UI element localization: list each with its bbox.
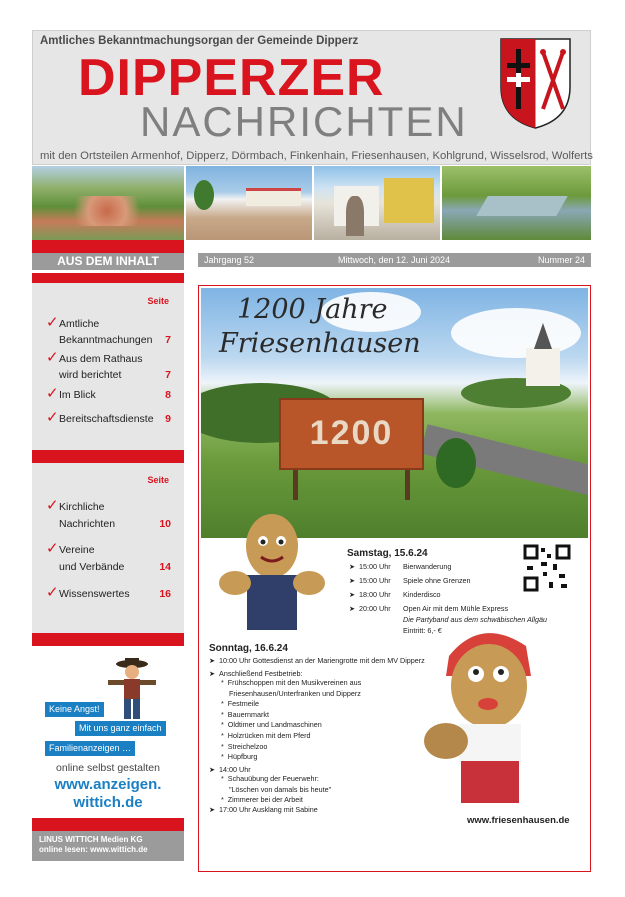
schedule-text: Spiele ohne Grenzen [403,576,471,585]
toc-page: 14 [159,561,171,573]
seite-label: Seite [147,296,169,306]
toc-label-2: wird berichtet [59,369,122,381]
qr-code-icon [523,544,571,592]
issue-date: Mittwoch, den 12. Juni 2024 [338,255,451,265]
photo-village-aerial [32,166,184,240]
sidebar-heading: AUS DEM INHALT [32,253,184,270]
feuerwehr-list: * Schauübung der Feuerwehr: "Löschen von damals bis heute" * Zimmerer bei der Arbeit [221,774,332,805]
ad-chip-3: Familienanzeigen … [45,741,135,756]
toc-page: 7 [165,369,171,381]
ad-text: online selbst gestalten [56,762,160,774]
schedule-row: ➤ 15:00 Uhr [349,576,391,585]
checkmark-icon: ✓ [46,497,59,514]
checkmark-icon: ✓ [46,385,59,402]
issue-jahrgang: Jahrgang 52 [204,255,255,265]
schedule-note: Die Partyband aus dem schwäbischen Allgäu [403,615,547,624]
sunday-line: ➤ 17:00 Uhr Ausklang mit Sabine [209,805,318,814]
toc-page: 16 [159,588,171,600]
ad-url-1[interactable]: www.anzeigen. [54,776,162,793]
ad-url-2[interactable]: wittich.de [73,794,143,811]
event-poster [198,285,591,872]
toc-label-2: und Verbände [59,561,125,573]
photo-fountain [314,166,440,240]
straw-doll-2-icon [421,616,551,806]
red-divider [32,633,184,646]
sunday-line: ➤ Anschließend Festbetrieb: [209,669,303,678]
poster-title-2: Friesenhausen [219,328,421,359]
schedule-row: ➤ 18:00 Uhr [349,590,391,599]
festbetrieb-list: * Frühschoppen mit den Musikvereinen aus Friesenhausen/Unterfranken und Dipperz * Festmeile * Bauernmarkt * Oldtimer und Landmaschinen * Holzrücken mit dem Pferd * Streichelzoo * Hüpfburg [221,678,362,762]
sunday-line: ➤ 14:00 Uhr [209,765,251,774]
title-nachrichten: NACHRICHTEN [140,98,468,145]
sign-number: 1200 [309,414,394,452]
publisher-name: LINUS WITTICH Medien KG [39,835,143,844]
toc-page: 10 [159,518,171,530]
toc-label-2: Nachrichten [59,518,116,530]
issue-number: Nummer 24 [537,255,585,265]
poster-website[interactable]: www.friesenhausen.de [467,815,570,826]
schedule-row: ➤ 20:00 Uhr [349,604,391,613]
church-icon [526,348,560,386]
toc-label-2: Bekanntmachungen [59,334,153,346]
schedule-price: Eintritt: 6,- € [403,626,442,635]
toc-label: Vereine [59,544,95,556]
photo-plaza [186,166,312,240]
poster-title-1: 1200 Jahre [237,294,388,325]
schedule-text: Kinderdisco [403,590,441,599]
sunday-heading: Sonntag, 16.6.24 [209,643,288,654]
toc-box-1 [32,283,184,450]
toc-item[interactable] [46,387,171,403]
red-divider [32,450,184,463]
toc-page: 7 [165,334,171,346]
poster-photo [201,288,588,538]
toc-label: Amtliche [59,318,100,330]
checkmark-icon: ✓ [46,584,59,601]
sign-1200 [279,398,424,470]
schedule-row: ➤ 15:00 Uhr [349,562,391,571]
toc-item[interactable] [46,586,171,602]
toc-label: Bereitschaftsdienste [59,413,154,425]
publisher-url: online lesen: www.wittich.de [39,845,148,854]
schedule-text: Bierwanderung [403,562,452,571]
seite-label: Seite [147,475,169,485]
toc-item[interactable] [46,316,171,348]
sunday-line: ➤ 10:00 Uhr Gottesdienst an der Mariengrotte mit dem MV Dipperz [209,656,425,665]
checkmark-icon: ✓ [46,314,59,331]
ad-chip-1: Keine Angst! [45,702,104,717]
red-divider [32,818,184,831]
red-divider [32,273,184,283]
title-dipperzer: DIPPERZER [78,49,385,107]
straw-doll-1-icon [217,511,327,636]
red-accent-bar [32,240,184,253]
toc-label: Wissenswertes [59,588,130,600]
saturday-heading: Samstag, 15.6.24 [347,548,428,559]
toc-label: Im Blick [59,389,96,401]
toc-item[interactable] [46,499,171,531]
schedule-text: Open Air mit dem Mühle Express [403,604,509,613]
subtitle: mit den Ortsteilen Armenhof, Dipperz, Dörmbach, Finkenhain, Friesenhausen, Kohlgrund, Wisselsrod, Wolferts [40,150,593,162]
checkmark-icon: ✓ [46,409,59,426]
checkmark-icon: ✓ [46,349,59,366]
ad-chip-2: Mit uns ganz einfach [75,721,166,736]
photo-stream [442,166,591,240]
coat-of-arms-icon [499,37,572,130]
toc-label: Kirchliche [59,501,105,513]
toc-item[interactable] [46,351,171,383]
ad-box[interactable] [32,646,184,818]
issue-info-bar [198,253,591,267]
publisher-box [32,831,184,861]
toc-item[interactable] [46,542,171,574]
toc-page: 8 [165,389,171,401]
scarecrow-icon [102,656,162,724]
organ-line: Amtliches Bekanntmachungsorgan der Gemeinde Dipperz [40,35,359,47]
checkmark-icon: ✓ [46,540,59,557]
toc-label: Aus dem Rathaus [59,353,143,365]
toc-page: 9 [165,413,171,425]
toc-item[interactable] [46,411,171,427]
toc-box-2 [32,463,184,633]
